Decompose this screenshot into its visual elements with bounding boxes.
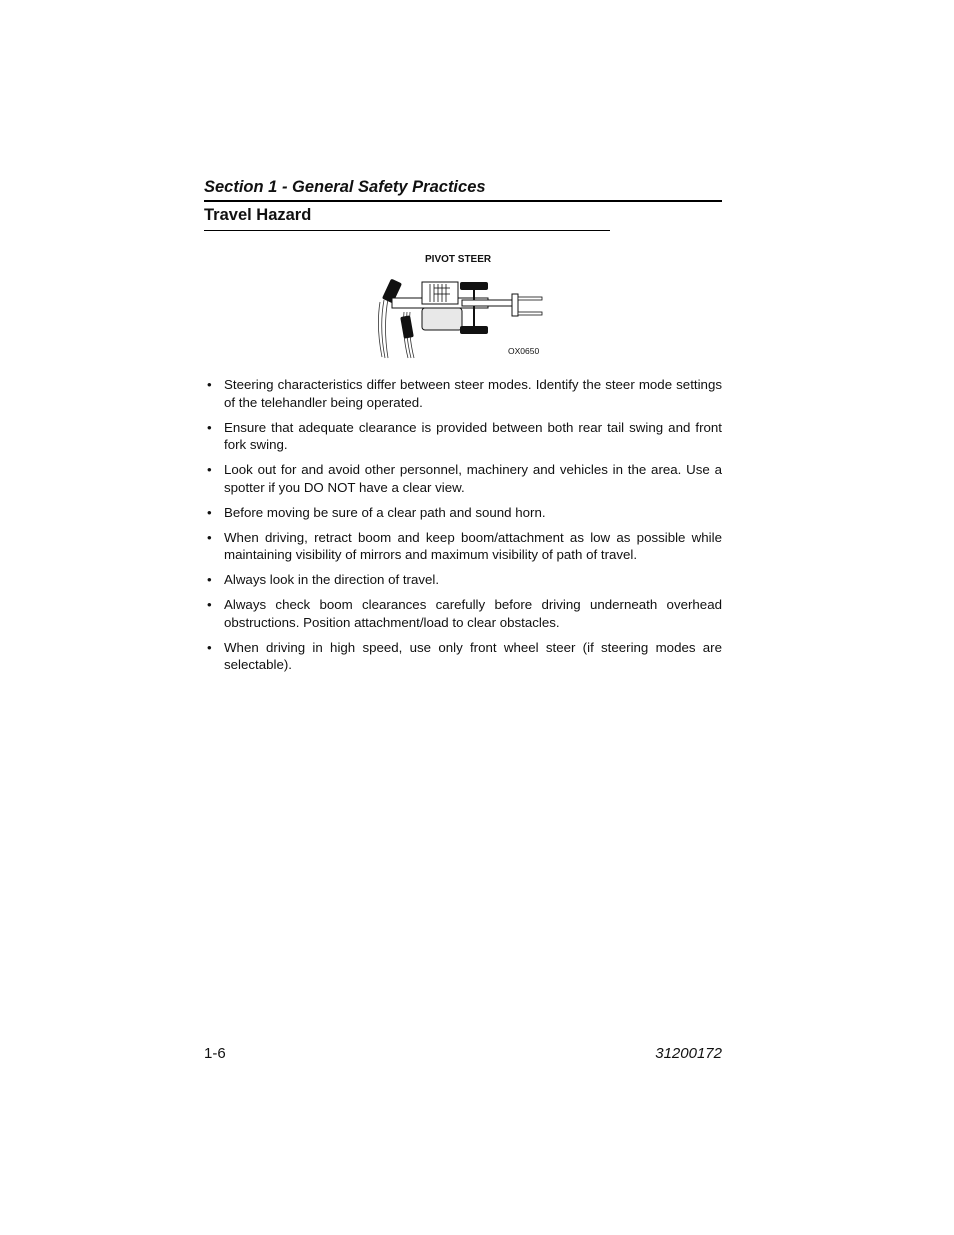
- list-item: • When driving, retract boom and keep boom/attachment as low as possible while maintaining visibility of mirrors and maximum visibility of path of travel.: [204, 529, 722, 564]
- figure-label: PIVOT STEER: [425, 254, 492, 265]
- document-number: 31200172: [655, 1045, 722, 1062]
- list-item: • Look out for and avoid other personnel, machinery and vehicles in the area. Use a spotter if you DO NOT have a clear view.: [204, 461, 722, 496]
- list-item: • When driving in high speed, use only front wheel steer (if steering modes are selectable).: [204, 639, 722, 674]
- list-item: • Ensure that adequate clearance is provided between both rear tail swing and front fork swing.: [204, 419, 722, 454]
- subsection-title: Travel Hazard: [204, 205, 610, 231]
- section-title: Section 1 - General Safety Practices: [204, 176, 722, 202]
- list-item: • Always look in the direction of travel.: [204, 571, 722, 589]
- page-number: 1-6: [204, 1045, 226, 1062]
- list-item: • Always check boom clearances carefully before driving underneath overhead obstructions. Position attachment/load to clear obstacles.: [204, 596, 722, 631]
- pivot-steer-figure: [370, 250, 555, 362]
- figure-code: OX0650: [508, 346, 540, 356]
- list-item: • Steering characteristics differ between steer modes. Identify the steer mode settings of the telehandler being operated.: [204, 376, 722, 411]
- list-item: • Before moving be sure of a clear path and sound horn.: [204, 504, 722, 522]
- safety-bullet-list: [204, 376, 722, 681]
